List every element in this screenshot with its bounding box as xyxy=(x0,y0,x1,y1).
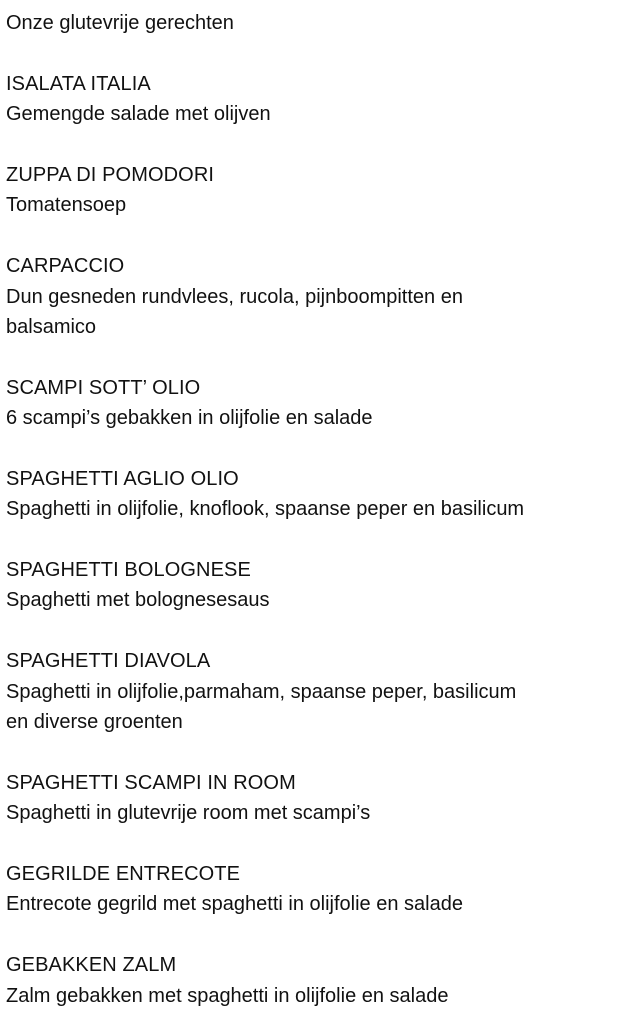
dish-zuppa-di-pomodori xyxy=(6,160,631,221)
dish-spaghetti-scampi-in-room xyxy=(6,768,631,829)
spacer xyxy=(6,38,631,68)
dish-name: ISALATA ITALIA xyxy=(6,72,151,95)
spacer xyxy=(6,221,631,251)
dish-gegrilde-entrecote xyxy=(6,859,631,920)
spacer xyxy=(6,920,631,950)
dish-spaghetti-bolognese xyxy=(6,555,631,616)
dish-name: SPAGHETTI SCAMPI IN ROOM xyxy=(6,771,296,794)
dish-description: Spaghetti in olijfolie,parmaham, spaanse peper, basilicum xyxy=(6,680,517,703)
dish-name: ZUPPA DI POMODORI xyxy=(6,163,215,186)
dish-description: Spaghetti in glutevrije room met scampi’s xyxy=(6,802,371,825)
dish-name: CARPACCIO xyxy=(6,255,125,278)
spacer xyxy=(6,737,631,767)
dish-description: Spaghetti met bolognesesaus xyxy=(6,589,270,612)
spacer xyxy=(6,433,631,463)
dish-description: Tomatensoep xyxy=(6,194,127,217)
spacer xyxy=(6,130,631,160)
dish-name: GEBAKKEN ZALM xyxy=(6,954,177,977)
dish-scampi-sott-olio xyxy=(6,373,631,434)
spacer xyxy=(6,616,631,646)
dish-description: Entrecote gegrild met spaghetti in olijfolie en salade xyxy=(6,893,463,916)
dish-description: 6 scampi’s gebakken in olijfolie en salade xyxy=(6,407,373,430)
dish-description: Spaghetti in olijfolie, knoflook, spaanse peper en basilicum xyxy=(6,498,525,521)
menu-title: Onze glutevrije gerechten xyxy=(6,12,234,34)
dish-name: SPAGHETTI BOLOGNESE xyxy=(6,559,251,582)
dish-carpaccio xyxy=(6,251,631,342)
menu-document xyxy=(6,8,631,1011)
dish-spaghetti-diavola xyxy=(6,646,631,737)
dish-description: Dun gesneden rundvlees, rucola, pijnboompitten en xyxy=(6,285,463,308)
dish-description-continued: balsamico xyxy=(6,315,97,338)
dish-name: SPAGHETTI AGLIO OLIO xyxy=(6,467,239,490)
spacer xyxy=(6,342,631,372)
dish-salata-italia xyxy=(6,69,631,130)
dish-description: Zalm gebakken met spaghetti in olijfolie en salade xyxy=(6,984,449,1007)
dish-name: GEGRILDE ENTRECOTE xyxy=(6,862,241,885)
spacer xyxy=(6,829,631,859)
dish-gebakken-zalm xyxy=(6,950,631,1011)
dish-description: Gemengde salade met olijven xyxy=(6,103,271,126)
dish-description-continued: en diverse groenten xyxy=(6,710,183,733)
dish-name: SCAMPI SOTT’ OLIO xyxy=(6,376,201,399)
spacer xyxy=(6,525,631,555)
dish-spaghetti-aglio-olio xyxy=(6,464,631,525)
dish-name: SPAGHETTI DIAVOLA xyxy=(6,650,211,673)
